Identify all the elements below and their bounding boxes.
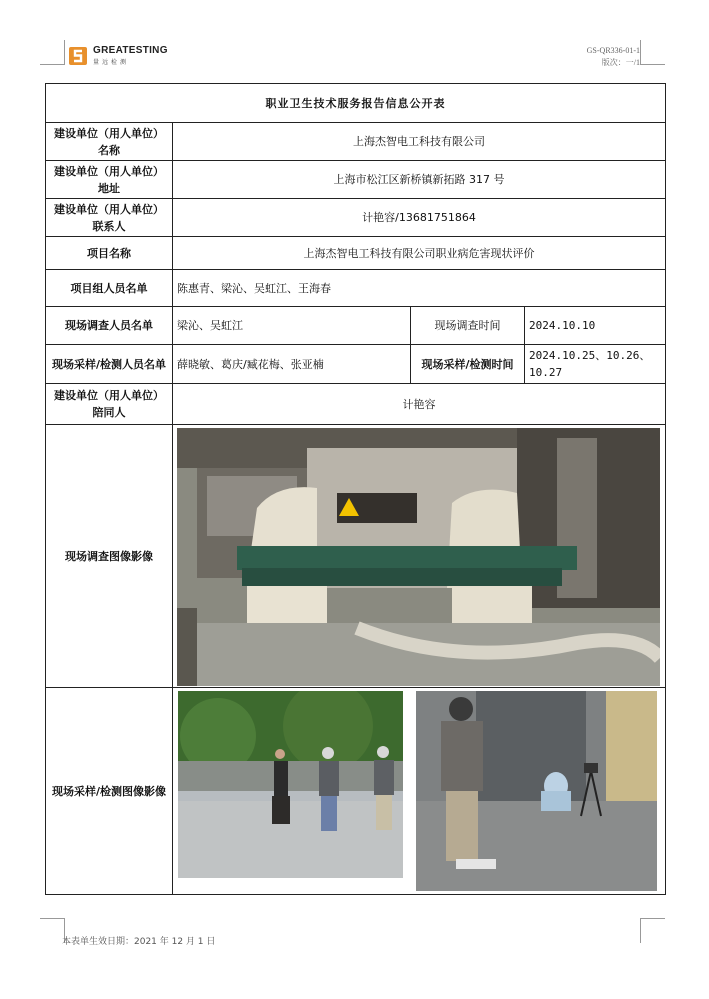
table-row bbox=[46, 384, 666, 425]
companion-value: 计艳容 bbox=[173, 384, 666, 425]
unit-name-value: 上海杰智电工科技有限公司 bbox=[173, 123, 666, 161]
sampling-photo-cell bbox=[173, 688, 666, 895]
table-row bbox=[46, 345, 666, 384]
logo-brand-name: GREATESTING bbox=[93, 45, 168, 56]
document-number-block bbox=[560, 45, 640, 69]
crop-mark-bottom-right bbox=[640, 918, 665, 943]
table-row bbox=[46, 199, 666, 237]
table-row bbox=[46, 123, 666, 161]
survey-staff-value: 梁沁、吴虹江 bbox=[173, 307, 411, 345]
companion-label: 建设单位（用人单位）陪同人 bbox=[46, 384, 173, 425]
logo-brand-cn: 量远检测 bbox=[93, 59, 130, 66]
survey-photo-cell bbox=[173, 425, 666, 688]
sampling-equipment-photo bbox=[416, 691, 657, 891]
sampling-staff-value: 薛晓敏、葛庆/臧花梅、张亚楠 bbox=[173, 345, 411, 384]
team-label: 项目组人员名单 bbox=[46, 270, 173, 307]
sampling-images-label: 现场采样/检测图像影像 bbox=[46, 688, 173, 895]
table-row bbox=[46, 307, 666, 345]
effective-date-footer: 本表单生效日期：2021 年 12 月 1 日 bbox=[62, 937, 216, 947]
sampling-team-photo bbox=[178, 691, 403, 878]
table-row bbox=[46, 161, 666, 199]
sampling-staff-label: 现场采样/检测人员名单 bbox=[46, 345, 173, 384]
survey-photo bbox=[177, 428, 660, 686]
survey-time-label: 现场调查时间 bbox=[411, 307, 525, 345]
team-value: 陈惠青、梁沁、吴虹江、王海春 bbox=[173, 270, 666, 307]
unit-name-label: 建设单位（用人单位）名称 bbox=[46, 123, 173, 161]
sampling-time-value: 2024.10.25、10.26、10.27 bbox=[525, 345, 666, 384]
version-label: 版次：一/1 bbox=[601, 58, 640, 67]
survey-staff-label: 现场调查人员名单 bbox=[46, 307, 173, 345]
crop-mark-top-right bbox=[640, 40, 665, 65]
survey-time-value: 2024.10.10 bbox=[525, 307, 666, 345]
survey-images-label: 现场调查图像影像 bbox=[46, 425, 173, 688]
table-row bbox=[46, 688, 666, 895]
info-disclosure-table bbox=[45, 83, 666, 895]
crop-mark-top-left bbox=[40, 40, 65, 65]
project-name-value: 上海杰智电工科技有限公司职业病危害现状评价 bbox=[173, 237, 666, 270]
sampling-time-label: 现场采样/检测时间 bbox=[411, 345, 525, 384]
unit-address-label: 建设单位（用人单位）地址 bbox=[46, 161, 173, 199]
table-row bbox=[46, 270, 666, 307]
table-title: 职业卫生技术服务报告信息公开表 bbox=[46, 84, 666, 123]
logo-mark-icon bbox=[68, 46, 88, 66]
form-code: GS-QR336-01-1 bbox=[586, 46, 640, 55]
company-logo bbox=[68, 45, 168, 66]
contact-label: 建设单位（用人单位）联系人 bbox=[46, 199, 173, 237]
contact-value: 计艳容/13681751864 bbox=[173, 199, 666, 237]
title-row bbox=[46, 84, 666, 123]
table-row bbox=[46, 237, 666, 270]
unit-address-value: 上海市松江区新桥镇新拓路 317 号 bbox=[173, 161, 666, 199]
project-name-label: 项目名称 bbox=[46, 237, 173, 270]
table-row bbox=[46, 425, 666, 688]
